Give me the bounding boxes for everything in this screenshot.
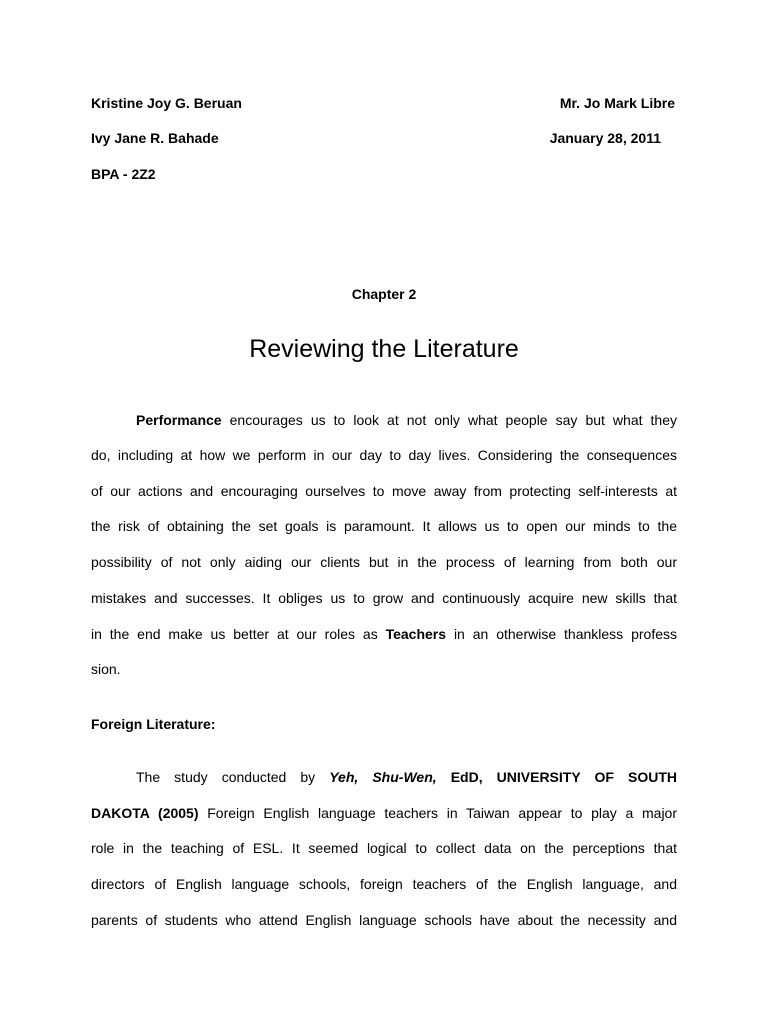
paragraph-line: the risk of obtaining the set goals is paramount. It allows us to open our minds to the <box>91 518 677 534</box>
student-name-1: Kristine Joy G. Beruan <box>91 95 242 111</box>
paragraph-line: do, including at how we perform in our day to day lives. Considering the consequences <box>91 447 677 463</box>
submission-date: January 28, 2011 <box>549 130 661 146</box>
bold-term: Performance <box>136 412 222 428</box>
bold-term: Teachers <box>385 626 447 642</box>
section-code: BPA - 2Z2 <box>91 166 156 182</box>
paragraph-line <box>91 805 677 821</box>
document-title: Reviewing the Literature <box>249 335 519 363</box>
paragraph-line: parents of students who attend English language schools have about the necessity and <box>91 912 677 928</box>
text-run: encourages us to look at not only what people say but what they <box>221 412 677 428</box>
chapter-label: Chapter 2 <box>351 286 417 302</box>
author-name: Yeh, Shu-Wen, <box>329 769 437 785</box>
paragraph-line: directors of English language schools, foreign teachers of the English language, and <box>91 876 677 892</box>
section-heading-foreign-literature: Foreign Literature: <box>91 716 216 732</box>
author-affiliation: EdD, UNIVERSITY OF SOUTH <box>436 769 677 785</box>
text-run: The study conducted by <box>136 769 330 785</box>
paragraph-line: possibility of not only aiding our clients but in the process of learning from both our <box>91 554 677 570</box>
paragraph-line <box>91 626 677 642</box>
text-run: in the end make us better at our roles as <box>91 626 386 642</box>
paragraph-line: role in the teaching of ESL. It seemed logical to collect data on the perceptions that <box>91 840 677 856</box>
paragraph-line: sion. <box>91 661 121 677</box>
student-name-2: Ivy Jane R. Bahade <box>91 130 219 146</box>
paragraph-line <box>136 412 677 428</box>
text-run: in an otherwise thankless profess <box>446 626 677 642</box>
paragraph-line: mistakes and successes. It obliges us to grow and continuously acquire new skills that <box>91 590 677 606</box>
instructor-name: Mr. Jo Mark Libre <box>559 95 675 111</box>
citation: DAKOTA (2005) <box>91 805 199 821</box>
text-run: Foreign English language teachers in Taiwan appear to play a major <box>198 805 678 821</box>
paragraph-line: of our actions and encouraging ourselves to move away from protecting self-interests at <box>91 483 677 499</box>
paragraph-line <box>136 769 677 785</box>
